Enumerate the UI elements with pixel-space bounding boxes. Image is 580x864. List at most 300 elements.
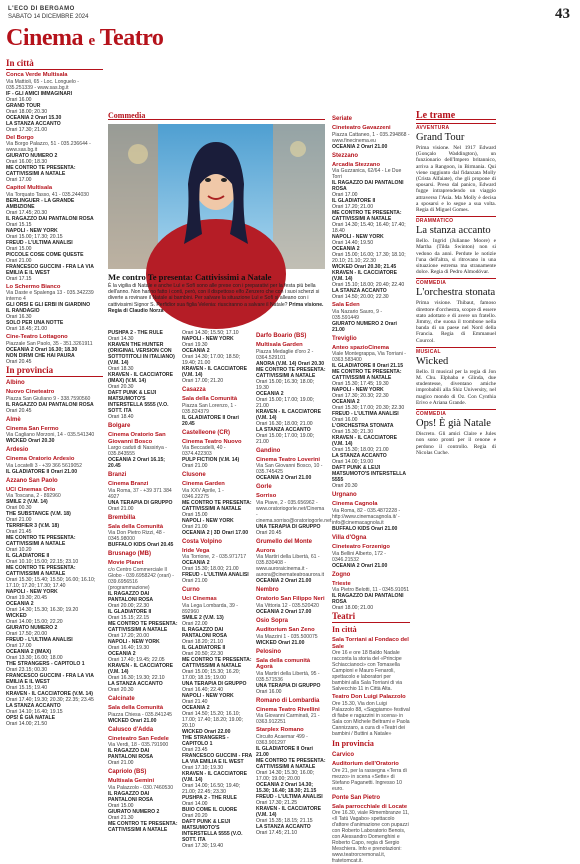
venue-address: Via Martiri della Libertà, 61 - 035.830408 - www.auroraicinema.it - aurora@cinemateatroaurora.it	[256, 554, 325, 579]
showtimes: Orari 21.00	[6, 517, 32, 524]
film-title: IL GLADIATORE II Orari 21.00	[6, 468, 78, 475]
venue-address: Via Pietro Belotti, 11 - 0345.91051	[332, 587, 410, 594]
showtimes: Orari 14.00	[182, 800, 208, 807]
venue-name: Starplex Romano	[256, 727, 304, 734]
film-title: LA STANZA ACCANTO	[256, 426, 311, 433]
showtimes: Orari 23.15; 00.30	[6, 667, 48, 674]
film-title: KRAVEN THE HUNTER (ORIGINAL VERSION CON SOTTOTITOLI IN ITALIANO) (V.M. 14)	[108, 342, 175, 366]
showtimes: Orari 21.00	[108, 505, 134, 512]
showtimes: Orari 18.40	[108, 414, 134, 420]
showtimes: Orari 18.30	[108, 366, 134, 372]
showtimes: Orari 15.30; 21.30	[332, 429, 374, 436]
film-title: L'ORCHESTRA STONATA	[332, 423, 394, 430]
caption-credit: Prima visione. Regia di Claudio Norza	[108, 301, 324, 314]
showtimes: Orari 15.00; 17.30; 20.15	[6, 233, 63, 240]
showtimes: Orari 17.30; 19.40	[182, 842, 224, 849]
venue-name: Capitol Multisala	[6, 185, 53, 192]
town-name: Almè	[6, 416, 21, 423]
venue-address: Via Nazario Sauro, 9 - 035.591449	[332, 308, 383, 321]
film-title: FREUD - L'ULTIMA ANALISI	[332, 411, 399, 418]
film-title: NAPOLI - NEW YORK	[332, 234, 384, 241]
showtimes: Orari 16.00	[256, 688, 282, 695]
film-title: GIURATO NUMERO 2	[108, 808, 160, 815]
venue-address: Via Daste e Spalenga 13 - 035.342239 interno 4	[6, 290, 94, 303]
showtimes: Orari 20.30	[108, 384, 134, 390]
venue-name: Multisala Gemini	[108, 778, 155, 785]
town-name: Gandino	[256, 447, 281, 454]
showtimes: Orari 17.00	[332, 192, 358, 199]
film-synopsis: Bello. Ingrid (Julianne Moore) e Martha (Tilda Swinton) non si vedono da anni. Perdute le notizie l'una dell'altra, si ritrovano in una situazione estrema ma stranamente dolce. Regia di Pedro Almodóvar.	[416, 238, 496, 276]
showtimes: Orari 17.30; 21.25	[256, 799, 298, 806]
venue-address: Via Martiri della Libertà, 95 - 035.571536	[256, 670, 320, 683]
venue-name: Cinema Garden	[182, 481, 225, 488]
showtimes: Orari 15.00	[182, 511, 208, 518]
venue-name: UCI Cinemas Orio	[6, 486, 56, 493]
film-title: PUSHPA 2 - THE RULE	[108, 330, 163, 336]
venue-name: Cineteatro San Fedele	[108, 735, 169, 742]
showtimes: Orari 17.00; 21.20	[182, 378, 224, 384]
film-title: NAPOLI - NEW YORK	[6, 589, 58, 596]
film-synopsis: Bello. Il musical per la regia di Jon M. Chu. Elphaba e Glinda, due studentesse, diventano amiche improbabili alla Shiz University, nel magico mondo di Oz. Con Cynthia Erivo e Ariana Grande.	[416, 368, 496, 406]
venue-name: Cine-Teatro Lottagono	[6, 334, 68, 341]
film-title: KRAVEN - IL CACCIATORE (V.M. 14)	[108, 662, 173, 675]
venue-address: Largo caduti di Nassiriya - 035.843555	[108, 445, 167, 458]
film-title: OCEANIA 2	[332, 246, 360, 253]
film-title: IL RAGAZZO DAI PANTALONI ROSA	[182, 626, 228, 639]
venue-address: Via Locatelli 3 - +39 366 5619052	[6, 462, 82, 469]
venue-address: Via Torrione, 2 - 035.971717	[182, 554, 247, 561]
film-title: LA STANZA ACCANTO	[332, 288, 387, 295]
venue-name: Nuovo Cineteatro	[6, 388, 55, 395]
film-title: IL GLADIATORE II	[108, 608, 152, 615]
showtimes: Orari 18.20; 21.10	[182, 638, 224, 645]
film-title: OPS! È GIÀ NATALE	[6, 715, 56, 722]
heading-in-citta: In città	[6, 58, 103, 70]
film-title: WICKED	[6, 613, 27, 620]
film-title: IL GLADIATORE II Orari 21.15	[332, 363, 404, 370]
film-title: ME CONTRO TE PRESENTA: CATTIVISSIMI A NATALE	[182, 499, 252, 512]
town-name: Branzi	[108, 472, 127, 479]
film-title: IL RAGAZZO DAI PANTALONI ROSA	[332, 180, 404, 193]
film-title: KRAVEN - IL CACCIATORE (V.M. 14)	[6, 691, 93, 698]
commedia-header	[108, 113, 325, 124]
theater-name: Teatro Don Luigi Palazzolo	[332, 694, 406, 701]
film-title: DAFT PUNK & LEIJI MATSUMOTO'S INTERSTELLA 5555 (V.O. SOTT. ITA	[108, 390, 169, 414]
film-genre: COMMEDIA	[416, 278, 496, 286]
film-title: OCEANIA 2	[182, 348, 210, 354]
film-title: FREUD - L'ULTIMA ANALISI	[6, 239, 73, 246]
film-title: OCEANIA 2 Orari 16.30; 18.30	[6, 346, 78, 353]
venue-name: Lo Schermo Bianco	[6, 283, 61, 290]
theater-name: Sala Torriani al Fondaco del Sale	[332, 637, 409, 650]
town-name: Ponte San Pietro	[332, 794, 381, 801]
film-title: TERRIFIER 3 (V.M. 18)	[6, 523, 60, 530]
film-synopsis: Discreto. Gli amici Claire e Jules non sono pronti per il cenone e perdono il controllo. Regia di Nicolas Cuche.	[416, 431, 496, 456]
showtimes: Orari 17.15	[6, 275, 32, 282]
showtimes: Orari 15.00; 15.30; 16.20; 17.00; 18.15; 19.00	[182, 668, 241, 681]
venue-name: Movie Planet	[108, 560, 144, 567]
film-title: OCEANIA 2 | 3D Orari 17.00	[182, 529, 249, 536]
venue-name: Cinema Oratorio San Giovanni Bosco	[108, 432, 166, 445]
venue-name: Sala della comunità Agorà	[256, 657, 311, 671]
commedia-label: Commedia	[108, 113, 325, 120]
film-title: PULP FICTION (V.M. 14)	[182, 457, 240, 464]
showtimes: Orari 15.00; 17.00; 19.00; 21.00	[256, 432, 315, 445]
synopsis-title: Wicked	[416, 355, 449, 367]
showtimes: Orari 20.50; 22.30	[182, 650, 224, 657]
town-name: Romano di Lombardia	[256, 697, 320, 704]
showtimes: Orari 21.00	[182, 578, 208, 585]
venue-address: Via Giovanni Carminati, 21 - 0363.912251	[256, 713, 320, 726]
heading-le-trame: Le trame	[416, 113, 496, 120]
film-title: LA STANZA ACCANTO	[108, 680, 163, 687]
showtimes: Orari 15.15; 22.15	[108, 614, 150, 621]
showtimes: Orari 21.40	[182, 698, 208, 705]
film-title: ANORA (V.M. 14) Orari 20.30	[256, 360, 325, 367]
film-title: DAFT PUNK & LEIJI MATSUMOTO'S INTERSTELLA 5555	[332, 465, 406, 484]
venue-address: Circuito Acaemar 499 - 0363.901297	[256, 733, 308, 746]
town-name: Costa Volpino	[182, 538, 222, 545]
synopsis-title: Ops! È già Natale	[416, 418, 491, 430]
town-name: Curno	[182, 587, 200, 594]
venue-name: Cinema Branzi	[108, 481, 149, 488]
theater-name: Sala parrocchiale di Locate	[332, 803, 408, 810]
showtimes: Orari 14.30; 15.30; 16.00; 17.00; 19.00; 20.00	[256, 769, 315, 782]
showtimes: Orari 17.20; 21.00	[332, 204, 374, 211]
film-title: PICCOLE COSE COME QUESTE	[6, 251, 84, 258]
title-cinema: Cinema	[6, 25, 83, 51]
showtimes: Orari 14.10; 16.40; 19.15	[6, 709, 63, 716]
film-title: UNA TERAPIA DI GRUPPO	[108, 499, 173, 506]
film-title: ME CONTRO TE PRESENTA: CATTIVISSIMI A NATALE	[332, 369, 402, 382]
town-name: Azzano San Paolo	[6, 477, 58, 484]
showtimes: Orari 14.30; 15.40; 16.40; 17.40; 18.40	[332, 222, 406, 235]
venue-address: Via Palazzolo - 030.7460530	[108, 784, 174, 791]
film-title: IL RAGAZZO DAI PANTALONI ROSA	[108, 748, 154, 761]
venue-name: Auditorium San Zeno	[256, 626, 315, 633]
venue-name: Sala della Comunità	[108, 523, 164, 530]
showtimes: Orari 21.30	[108, 814, 134, 821]
showtimes: Orari 17.50; 20.00	[6, 631, 48, 638]
showtimes: Orari 22.00	[182, 620, 208, 627]
showtimes: Orari 14.00; 15.00; 22.20	[6, 619, 63, 626]
venue-address: Via Torquato Tasso, 41 - 035.244030	[6, 191, 89, 198]
photo-caption-title: Me contro Te presenta: Cattivissimi a Natale	[108, 272, 272, 282]
venue-name: Cinema Teatro Loverini	[256, 456, 320, 463]
film-title: IL GLADIATORE II Orari 21.00	[256, 745, 313, 758]
venue-address: Via Don Pietro Rizzi, 48 - 0345.98000	[108, 530, 165, 543]
title-teatro: Teatro	[99, 25, 164, 51]
film-title: OCEANIA 2	[256, 390, 284, 397]
film-title: KRAVEN - IL CACCIATORE (V.M. 14)	[332, 270, 397, 283]
showtimes: Orari 17.00	[6, 643, 32, 650]
film-title: IL RAGAZZO DAI PANTALONI ROSA	[108, 790, 154, 803]
venue-name: Multisala Garden	[256, 342, 303, 348]
film-title: IL GLADIATORE II	[6, 553, 50, 560]
showtimes: Orari 15.00; 16.30; 18.00; 19.30	[256, 378, 315, 391]
film-title: BUFFALO KIDS Orari 20.45	[108, 542, 174, 549]
film-title: FRANCESCO GUCCINI - FRA LA VIA EMILIA E IL WEST	[6, 263, 94, 276]
film-title: OCEANIA 2 Orari 21.00	[332, 143, 388, 150]
column-trame	[416, 110, 496, 844]
film-genre: COMMEDIA	[416, 409, 496, 417]
film-title: IL GLADIATORE II	[332, 198, 376, 205]
showtimes: Orari 20.30	[108, 686, 134, 693]
venue-name: Conca Verde Multisala	[6, 72, 68, 78]
film-title: FREUD - L'ULTIMA ANALISI	[182, 572, 249, 579]
film-title: BUIO COME IL CUORE	[182, 806, 238, 813]
showtimes: Orari 21.00	[182, 463, 208, 470]
venue-address: Via Cagliano Morzoni, 14 - 035.541340	[6, 432, 95, 439]
showtimes: Orari 20.20	[182, 812, 208, 819]
town-name: Treviglio	[332, 335, 357, 342]
film-title: GIURATO NUMERO 2	[6, 153, 58, 160]
film-genre: MUSICAL	[416, 347, 496, 355]
venue-address: Piazzale San Paolo, 35 - 351.3261911	[6, 340, 93, 347]
showtimes: Orari 16.30	[6, 314, 32, 321]
showtimes: Orari 00.30	[6, 505, 32, 512]
film-title: IF - GLI AMICI IMMAGINARI	[6, 90, 73, 97]
venue-name: Sala della Comunità	[182, 396, 238, 402]
film-title: OCEANIA 2 Orari 16.15; 20.45	[108, 457, 165, 470]
film-title: IL GLADIATORE II	[182, 644, 226, 651]
column-cinema-3	[182, 330, 252, 849]
showtimes: Orari 10.20	[6, 547, 32, 554]
venue-name: Anteo spazioCinema	[332, 344, 390, 351]
film-title: IL RAGAZZO DAI PANTALONI ROSA	[108, 590, 154, 603]
film-title: ME CONTRO TE PRESENTA: CATTIVISSIMI A NATALE	[108, 620, 178, 633]
showtimes: Orari 17.30; 20.30; 22.30	[332, 393, 389, 400]
film-title: ME CONTRO TE PRESENTA:	[6, 165, 76, 172]
caption-text: È la vigilia di Natale e anche Luì e Sofì sono alle prese con i preparativi per la festa più bella dell'anno. Non hanno fatto i conti, però, con il dispettoso elfo Zenzero che con i suoi scherzi si diverte a rovinare il Natale ai bambini. Per salvare la situazione Luì e Sofì si alleano con i cattivissimi Signor S. Perfidior sua figlia Velenia: riusciranno a salvare il Natale?	[108, 283, 320, 308]
film-title: OCEANIA 2 Orari 15.30	[6, 114, 62, 121]
venue-name: Del Borgo	[6, 134, 34, 141]
film-title: OCEANIA 2	[108, 650, 136, 657]
town-name: Brusnago (MB)	[108, 551, 151, 558]
venue-name: Cinema Teatro Rivellini	[256, 706, 320, 713]
showtimes: Orari 14.30; 15.30; 16.30; 19.20	[6, 607, 79, 614]
showtimes: Orari 20.45	[6, 407, 32, 414]
film-title: FRANCESCO GUCCINI - FRA LA VIA EMILIA E IL WEST	[182, 752, 252, 765]
town-name: Capriolo (BS)	[108, 769, 147, 776]
theater-event: Ore 15.30, Via don Luigi Palazzolo 88, «Saggiamo» festival di fiabe e ragazzini in scena» in Sala con Michele Beltrami e Paola Cannizzaro, a cura di «Teatri dei bambini / Buttini a Natale»	[332, 700, 410, 737]
film-title: OCEANIA 2 Orari 14.30; 15.30; 16.40; 18.30; 21.15	[256, 781, 317, 794]
film-title: NAPOLI - NEW YORK	[332, 387, 384, 394]
showtimes: Orari 15.00; 17.00; 19.00; 21.00	[256, 396, 315, 409]
film-title: THE STRANGERS - CAPITOLO 1	[6, 661, 85, 668]
film-title: DAFT PUNK & LEIJI MATSUMOTO'S INTERSTELLA 5555 (V.O. SOTT. ITA	[182, 818, 243, 843]
film-title: UNA TERAPIA DI GRUPPO	[256, 682, 321, 689]
film-title: SMILE 2 (V.M. 14)	[6, 499, 48, 506]
showtimes: Orari 14.00; 21.50	[6, 721, 48, 728]
showtimes: Orari 21.45	[6, 529, 32, 536]
film-title: UNA TERAPIA DI GRUPPO	[256, 523, 321, 530]
film-title: OCEANIA 2 Orari 21.00	[256, 578, 312, 585]
film-title: SOLO PER UNA NOTTE	[6, 320, 64, 327]
film-title: WICKED Orari 20.30; 21.45	[332, 264, 397, 271]
showtimes: Orari 14.40; 19.50	[332, 240, 374, 247]
film-title: ME CONTRO TE PRESENTA: CATTIVISSIMI A NATALE	[332, 210, 402, 223]
town-name: Clusone	[182, 472, 206, 479]
showtimes: Orari 18.00; 21.00	[332, 605, 374, 612]
heading-teatri-provincia: In provincia	[332, 738, 374, 748]
venue-name: Sala Eden	[332, 302, 360, 309]
town-name: Castelleone (CR)	[182, 429, 231, 436]
film-title: LA STANZA ACCANTO	[6, 703, 61, 710]
film-title: ME CONTRO TE PRESENTA: CATTIVISSIMI A NATALE	[108, 820, 178, 833]
venue-address: Piazza Cattaneo, 1 - 035.294868 - www.finecinema.eu	[332, 131, 410, 144]
town-name: Carvico	[332, 751, 355, 758]
town-name: Calcinate	[108, 695, 135, 702]
showtimes: Orari 15.00	[6, 245, 32, 252]
showtimes: Orari 20.45	[6, 358, 32, 365]
film-title: SMILE 2 (V.M. 13)	[182, 614, 224, 621]
venue-address: Via Lega Lombarda, 39 - 892960	[182, 602, 238, 615]
showtimes: Orari 16.00; 18.30	[6, 159, 48, 166]
film-title: ME CONTRO TE PRESENTA: CATTIVISSIMI A NATALE	[182, 656, 252, 669]
film-title: UNA TERAPIA DI GRUPPO	[182, 680, 247, 687]
film-title: GRAND TOUR	[6, 102, 41, 109]
film-genre: AVVENTURA	[416, 123, 496, 131]
showtimes: Orari 15.30; 17.45; 19.30	[332, 381, 389, 388]
venue-name: Sala della Comunità	[108, 704, 164, 711]
film-title: NAPOLI - NEW YORK	[108, 638, 160, 645]
showtimes: Orari 17.45; 20.30	[6, 209, 48, 216]
showtimes: Orari 14.30	[108, 336, 134, 342]
showtimes: Orari 17.20; 20.00	[108, 632, 150, 639]
film-title: KRAVEN - IL CACCIATORE (IMAX) (V.M. 14)	[108, 372, 173, 384]
synopsis-title: La stanza accanto	[416, 225, 491, 237]
town-name: Urgnano	[332, 492, 357, 499]
venue-name: Arcadia Stezzano	[332, 161, 380, 168]
venue-address: Via Mazzini 1 - 035.500075	[256, 633, 318, 640]
town-name: Darfo Boario (BS)	[256, 333, 307, 339]
heading-teatri: Teatri	[332, 611, 410, 623]
town-name: Nembro	[256, 587, 279, 594]
film-title: THE STRANGERS - CAPITOLO 1	[182, 734, 229, 747]
film-title: GIURATO NUMERO 2 Orari 21.00	[332, 320, 397, 333]
showtimes: Orari 18.45; 21.00	[6, 326, 48, 333]
venue-address: Via Toscana, 2 - 892960	[6, 493, 61, 500]
showtimes: Orari 17.40; 19.45; 22.05	[108, 656, 165, 663]
town-name: Calusco d'Adda	[108, 726, 154, 733]
film-title: WICKED Orari 22.00	[182, 728, 231, 735]
photo-illustration	[108, 124, 325, 269]
venue-address: Viale Montegrappa, Via Torriani - 0363.583400	[332, 351, 406, 364]
film-title: IL RAGAZZO DAI PANTALONI ROSA	[332, 593, 404, 606]
showtimes: Orari 15.30; 18.00; 21.00	[332, 447, 389, 454]
venue-address: Via Guzzanica, 62/64 - Le Due Torri	[332, 168, 402, 181]
showtimes: Orari 14.00; 16.50; 19.40; 21.00; 22.45; 23.30	[182, 782, 241, 795]
film-title: KRAVEN - IL CACCIATORE (V.M. 14)	[182, 770, 247, 783]
heading-teatri-citta: In città	[332, 625, 357, 635]
film-title: OCEANIA 2	[182, 560, 210, 567]
town-name: Pelosino	[256, 648, 282, 655]
venue-address: Via Roma, 37 - +39 371 384 4927	[108, 487, 172, 500]
film-title: FRANCESCO GUCCINI - FRA LA VIA EMILIA E IL WEST	[6, 673, 94, 686]
column-cinema-4	[256, 330, 332, 844]
venue-address: Piazza Medaglie d'oro 2 - 0364.529101	[256, 348, 314, 361]
showtimes: Orari 15.35; 18.15; 21.15	[256, 817, 313, 824]
film-title: NON DIRMI CHE HAI PAURA	[6, 352, 75, 359]
town-name: Villa d'Ogna	[332, 534, 367, 541]
town-name: Ardesio	[6, 447, 29, 454]
title-joiner: e	[88, 33, 95, 49]
film-title: LA STANZA ACCANTO	[6, 120, 61, 127]
town-name: Stezzano	[332, 152, 359, 159]
showtimes: Orari 20.00; 22.30	[108, 602, 150, 609]
venue-name: Trieste	[332, 580, 351, 587]
showtimes: Orari 16.00	[6, 96, 32, 103]
venue-address: Via Beccadelli, 40 - 0374.422303	[182, 445, 226, 458]
town-name: Osio Sopra	[256, 617, 289, 624]
venue-name: Iride Vega	[182, 547, 210, 554]
synopsis-title: Grand Tour	[416, 132, 465, 143]
showtimes: Orari 16.30; 19.30; 22.10	[108, 674, 165, 681]
film-title: WICKED Orari 21.00	[108, 717, 157, 724]
showtimes: Orari 16.30; 18.00; 21.00	[256, 420, 313, 427]
showtimes: Orari 14.00; 19.00	[332, 459, 374, 466]
film-synopsis: Prima visione. Thibaut, famoso direttore d'orchestra, scopre di essere stato adottato e di avere un fratello. Jimmy, che suona il trombone nella banda di un paese nel Nord della Francia. Regia di Emmanuel Courcol.	[416, 300, 496, 344]
showtimes: Orari 17.45; 21.10	[256, 829, 298, 836]
venue-address: Piazza San Lorenzo, 1 - 035.824379	[182, 402, 237, 415]
venue-name: Aurora	[256, 547, 276, 554]
venue-address: Piazza Chiesa - 035.841245	[108, 711, 172, 718]
film-title: BUFFALO KIDS Orari 21.00	[332, 525, 398, 532]
column-cinema-2	[108, 330, 178, 844]
town-name: Albino	[6, 379, 25, 386]
showtimes: Orari 16.40; 19.30	[108, 644, 150, 651]
showtimes: Orari 15.00	[108, 802, 134, 809]
venue-name: Sorriso	[256, 493, 277, 500]
synopsis-title: L'orchestra stonata	[416, 287, 496, 299]
venue-name: Uci Cinemas	[182, 596, 217, 603]
venue-address: Piazza San Giuliano 9 - 338.7590560	[6, 395, 91, 402]
showtimes: Orari 15.15; 19.40	[6, 685, 48, 692]
film-title: LA STANZA ACCANTO	[332, 453, 387, 460]
theater-event: Ore 16 e ore 18 Baldo Nadale racconta la storia del «Principe Schiaccianoci» con Tomasella Campioni e Mauro Fenaroli, spettacolo e laboratori per bambini alla Sala Torriani di via Salvecchio 11 in Città Alta.	[332, 650, 403, 693]
venue-address: Via Borgo Palazzo, 51 - 035.236644 - www.sas.bg.it	[6, 141, 91, 154]
paper-name: L'ECO DI BERGAMO	[8, 6, 75, 12]
column-cinema-5	[332, 113, 410, 864]
section-title	[6, 25, 163, 52]
film-title: KRAVEN - IL CACCIATORE (V.M. 14)	[332, 435, 397, 448]
venue-address: Via XXV Aprile, 1 - 0346.22275	[182, 487, 224, 500]
showtimes: Orari 14.30; 17.00; 18.50; 19.40; 21.00	[182, 354, 241, 366]
film-title: WICKED Orari 20.30	[6, 438, 55, 445]
venue-name: Cinema Cagnola	[332, 501, 378, 508]
film-title: THE SUBSTANCE (V.M. 18)	[6, 511, 71, 518]
film-title: GIURATO NUMERO 2	[6, 625, 58, 632]
venue-name: Cinema Teatro Nuovo	[182, 438, 242, 445]
town-name: Gorle	[256, 484, 272, 491]
showtimes: Orari 23.45	[182, 746, 208, 753]
showtimes: Orari 21.00	[108, 760, 134, 767]
town-name: Brembilla	[108, 514, 136, 521]
film-title: FREUD - L'ULTIMA ANALISI	[6, 637, 73, 644]
film-title: ME CONTRO TE PRESENTA: CATTIVISSIMI A NATALE	[6, 565, 76, 578]
film-title: ME CONTRO TE PRESENTA: CATTIVISSIMI A NATALE	[6, 535, 76, 548]
film-title: GLI ORSI E GLI ERBI IN GIARDINO	[6, 302, 91, 309]
showtimes: Orari 16.00	[332, 417, 358, 424]
showtimes: Orari 19.30	[182, 342, 208, 348]
film-title: NAPOLI - NEW YORK	[182, 692, 234, 699]
showtimes: Orari 17.40; 19.30; 20.30; 22.35; 23.45	[6, 697, 94, 704]
showtimes: Orari 21.00	[6, 257, 32, 264]
film-title: NAPOLI - NEW YORK	[6, 227, 58, 234]
venue-address: Via Vittoria 12 - 035.520420	[256, 602, 319, 609]
venue-address: Via Piave, 2 - 035.656962 - www.oratoriogorle.net/Cinema - cinema.sorriso@oratoriogorle.net	[256, 499, 332, 524]
